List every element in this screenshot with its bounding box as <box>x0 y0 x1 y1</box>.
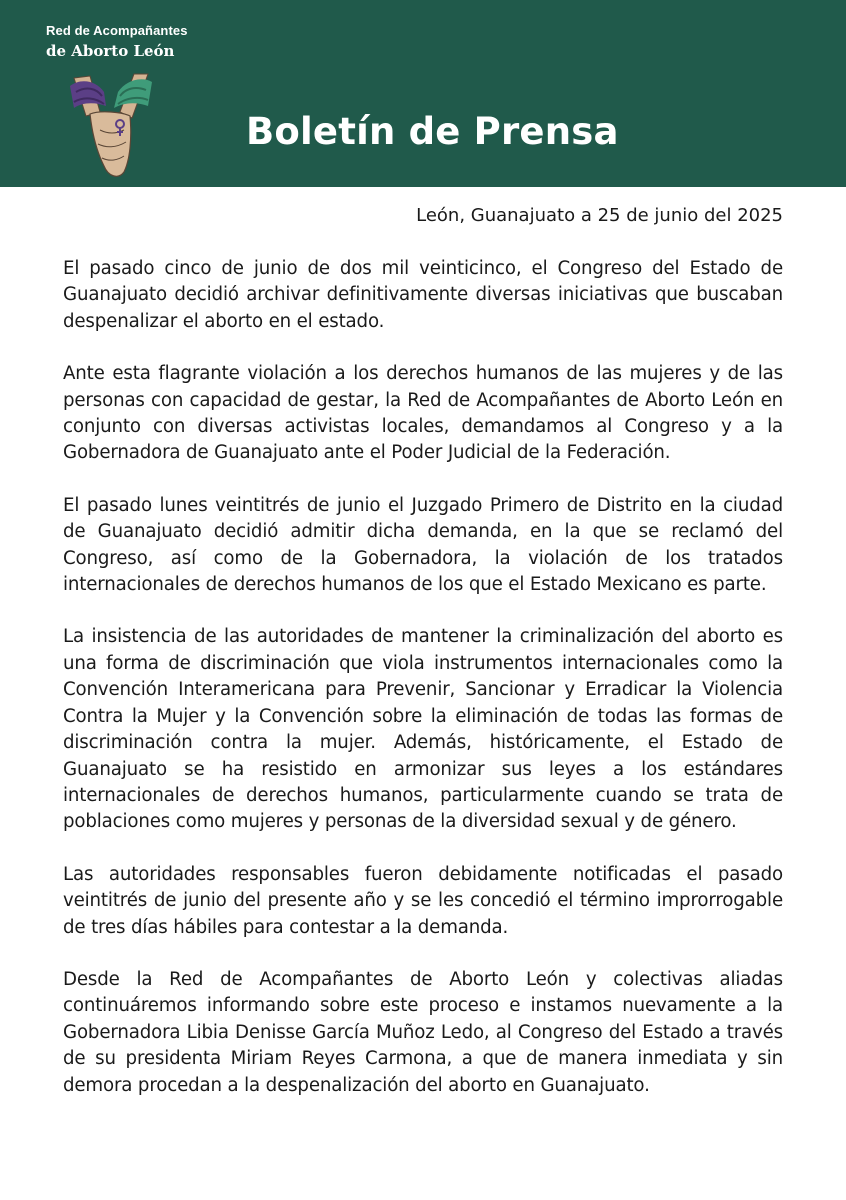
press-release-body <box>63 256 783 1125</box>
paragraph-3: El pasado lunes veintitrés de junio el Juzgado Primero de Distrito en la ciudad de Guanajuato decidió admitir dicha demanda, en la que se reclamó del Congreso, así como de la Gobernadora, la violación de los tratados internacionales de derechos humanos de los que el Estado Mexicano es parte. <box>63 494 783 596</box>
dateline: León, Guanajuato a 25 de junio del 2025 <box>416 205 783 226</box>
page-title: Boletín de Prensa <box>246 110 619 153</box>
paragraph-1: El pasado cinco de junio de dos mil veinticinco, el Congreso del Estado de Guanajuato decidió archivar definitivamente diversas iniciativas que buscaban despenalizar el aborto en el estado. <box>63 258 783 332</box>
paragraph-6: Desde la Red de Acompañantes de Aborto León y colectivas aliadas continuáremos informando sobre este proceso e instamos nuevamente a la Gobernadora Libia Denisse García Muñoz Ledo, al Congreso del Estado a través de su presidenta Miriam Reyes Carmona, a que de manera inmediata y sin demora procedan a la despenalización del aborto en Guanajuato. <box>63 968 783 1096</box>
paragraph-4: La insistencia de las autoridades de mantener la criminalización del aborto es una forma de discriminación que viola instrumentos internacionales como la Convención Interamericana para Prevenir, Sancionar y Erradicar la Violencia Contra la Mujer y la Convención sobre la eliminación de todas las formas de discriminación contra la mujer. Además, históricamente, el Estado de Guanajuato se ha resistido en armonizar sus leyes a los estándares internacionales de derechos humanos, particularmente cuando se trata de poblaciones como mujeres y personas de la diversidad sexual y de género. <box>63 626 783 833</box>
org-name-line1: Red de Acompañantes <box>46 23 188 38</box>
paragraph-5: Las autoridades responsables fueron debidamente notificadas el pasado veintitrés de junio del presente año y se les concedió el término improrrogable de tres días hábiles para contestar a la demanda. <box>63 863 783 938</box>
header-banner <box>0 0 846 187</box>
org-name-line2: de Aborto León <box>46 42 175 60</box>
paragraph-2: Ante esta flagrante violación a los derechos humanos de las mujeres y de las personas con capacidad de gestar, la Red de Acompañantes de Aborto León en conjunto con diversas activistas locales, demandamos al Congreso y a la Gobernadora de Guanajuato ante el Poder Judicial de la Federación. <box>63 363 783 464</box>
raised-hands-logo-icon <box>60 72 160 184</box>
